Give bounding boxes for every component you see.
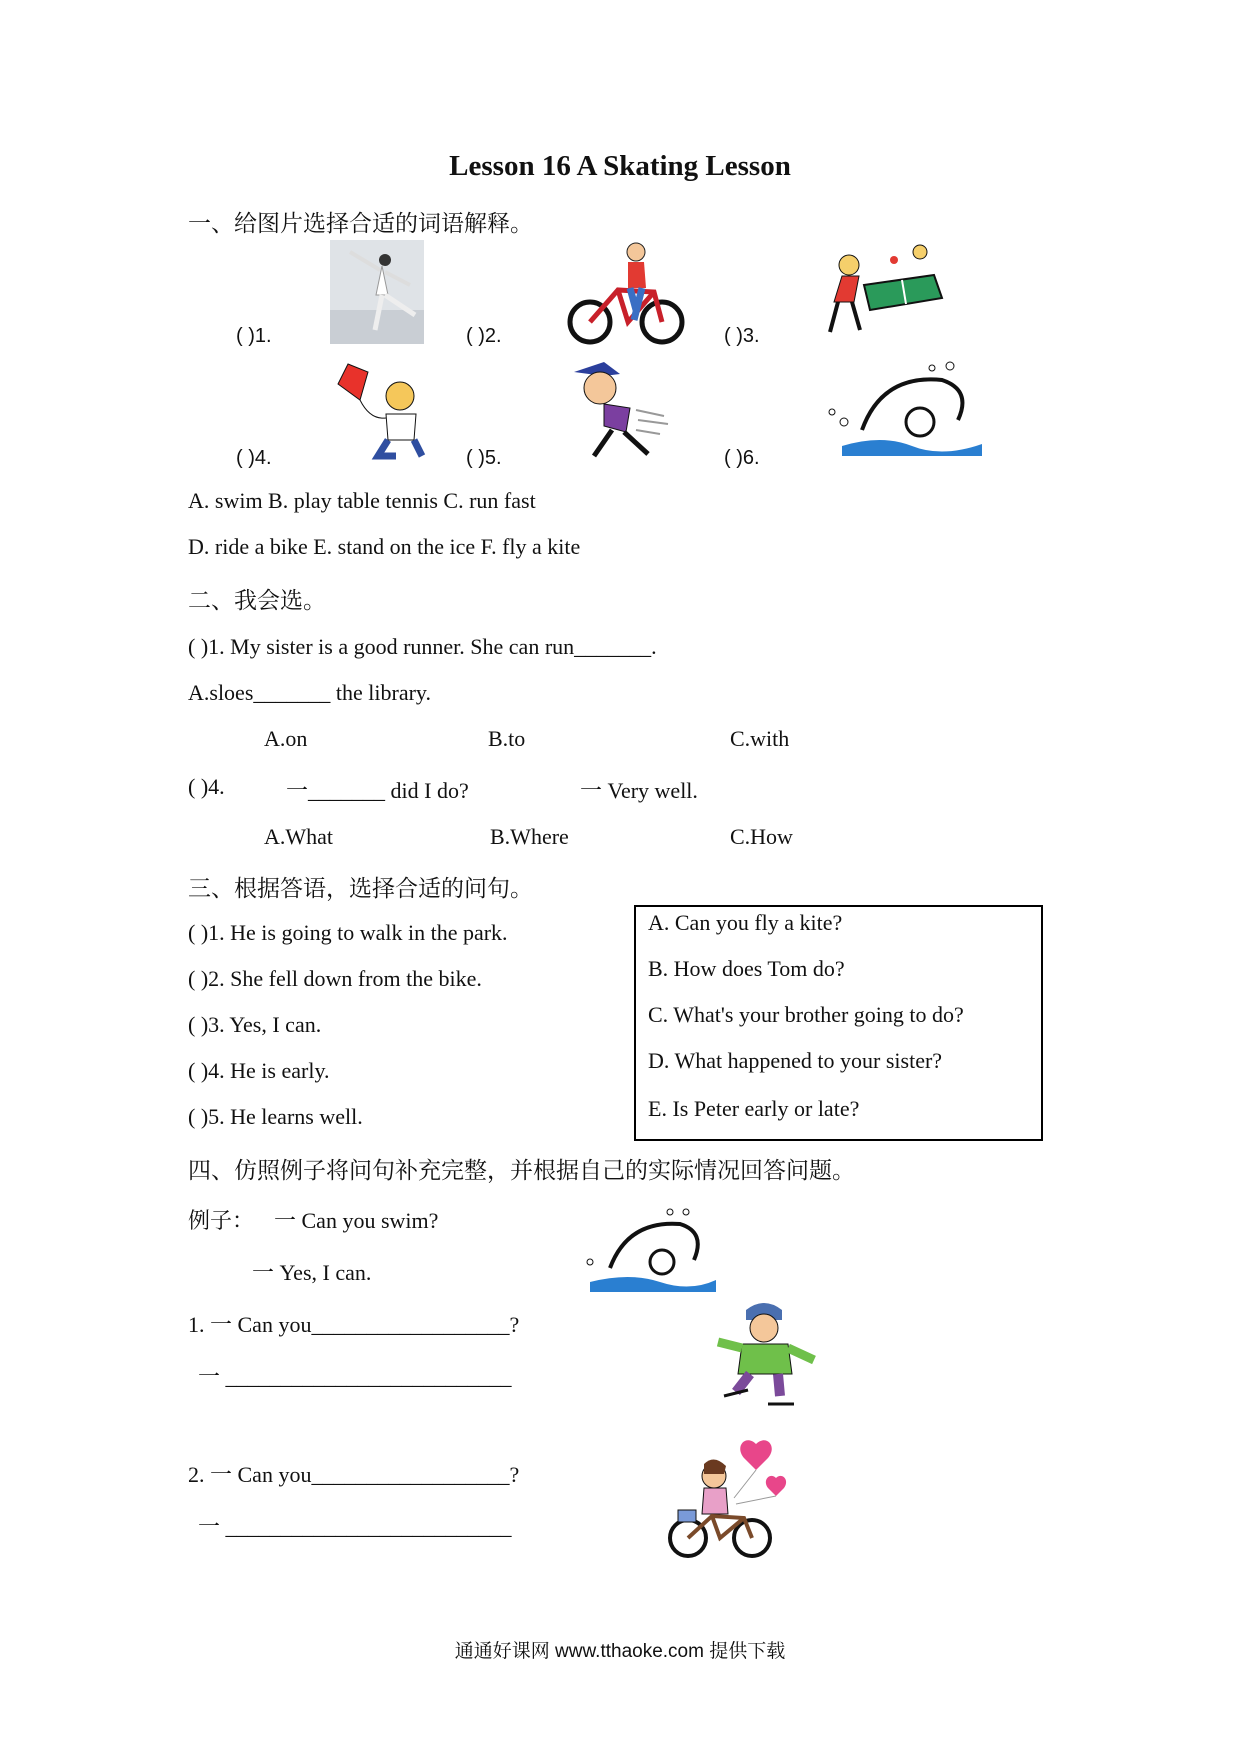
question-option-b: B. How does Tom do? bbox=[648, 956, 845, 981]
page-title: Lesson 16 A Skating Lesson bbox=[449, 150, 791, 182]
example-question: 一 Can you swim? bbox=[274, 1208, 439, 1233]
q2-option-a: A.on bbox=[264, 726, 308, 751]
question-option-a: A. Can you fly a kite? bbox=[648, 910, 843, 935]
options-line-2: D. ride a bike E. stand on the ice F. fly a kite bbox=[188, 534, 581, 559]
example-swimmer-icon bbox=[580, 1206, 718, 1296]
q2-option-b: B.to bbox=[488, 726, 526, 751]
boy-riding-bike-icon bbox=[566, 240, 686, 346]
section4-heading: 四、仿照例子将问句补充完整，并根据自己的实际情况回答问题。 bbox=[188, 1158, 855, 1183]
q2-option-c: C.with bbox=[730, 726, 790, 751]
match-item-4: ( )4. bbox=[236, 447, 272, 469]
q4-option-b: B.Where bbox=[490, 824, 569, 849]
girl-riding-bike-icon bbox=[664, 1434, 796, 1562]
answer-row-3: ( )3. Yes, I can. bbox=[188, 1012, 322, 1037]
boy-running-icon bbox=[564, 360, 678, 464]
q4-text: 一_______ did I do? bbox=[286, 778, 469, 803]
exercise-1-question: 1. 一 Can you__________________? bbox=[188, 1312, 520, 1337]
question-option-c: C. What's your brother going to do? bbox=[648, 1002, 964, 1027]
exercise-2-question: 2. 一 Can you__________________? bbox=[188, 1462, 520, 1487]
match-item-2: ( )2. bbox=[466, 325, 502, 347]
q1-text: ( )1. My sister is a good runner. She can run_______. bbox=[188, 634, 657, 659]
boy-flying-kite-icon bbox=[330, 360, 442, 464]
match-item-3: ( )3. bbox=[724, 325, 760, 347]
section1-heading: 一、给图片选择合适的词语解释。 bbox=[188, 211, 533, 236]
question-option-e: E. Is Peter early or late? bbox=[648, 1096, 860, 1121]
footer-source: 通通好课网 www.tthaoke.com 提供下载 bbox=[454, 1641, 786, 1662]
match-item-6: ( )6. bbox=[724, 447, 760, 469]
answer-row-4: ( )4. He is early. bbox=[188, 1058, 330, 1083]
figure-skater-icon bbox=[330, 240, 424, 344]
table-tennis-icon bbox=[824, 240, 948, 340]
match-item-5: ( )5. bbox=[466, 447, 502, 469]
answer-row-1: ( )1. He is going to walk in the park. bbox=[188, 920, 508, 945]
options-line-1: A. swim B. play table tennis C. run fast bbox=[188, 488, 536, 513]
example-answer: 一 Yes, I can. bbox=[252, 1260, 372, 1285]
match-item-1: ( )1. bbox=[236, 325, 272, 347]
question-option-d: D. What happened to your sister? bbox=[648, 1048, 943, 1073]
q4-option-c: C.How bbox=[730, 824, 793, 849]
swimmer-icon bbox=[822, 360, 988, 464]
q4-paren: ( )4. bbox=[188, 774, 225, 799]
q2-text: A.sloes_______ the library. bbox=[188, 680, 431, 705]
section3-heading: 三、根据答语，选择合适的问句。 bbox=[188, 876, 533, 901]
q4-option-a: A.What bbox=[264, 824, 334, 849]
exercise-2-answer: 一 __________________________ bbox=[198, 1514, 512, 1539]
section2-heading: 二、我会选。 bbox=[188, 588, 326, 613]
answer-row-2: ( )2. She fell down from the bike. bbox=[188, 966, 482, 991]
q4-answer: 一 Very well. bbox=[580, 778, 698, 803]
answer-row-5: ( )5. He learns well. bbox=[188, 1104, 363, 1129]
example-label: 例子： bbox=[188, 1208, 255, 1233]
exercise-1-answer: 一 __________________________ bbox=[198, 1364, 512, 1389]
child-skating-icon bbox=[706, 1296, 828, 1408]
